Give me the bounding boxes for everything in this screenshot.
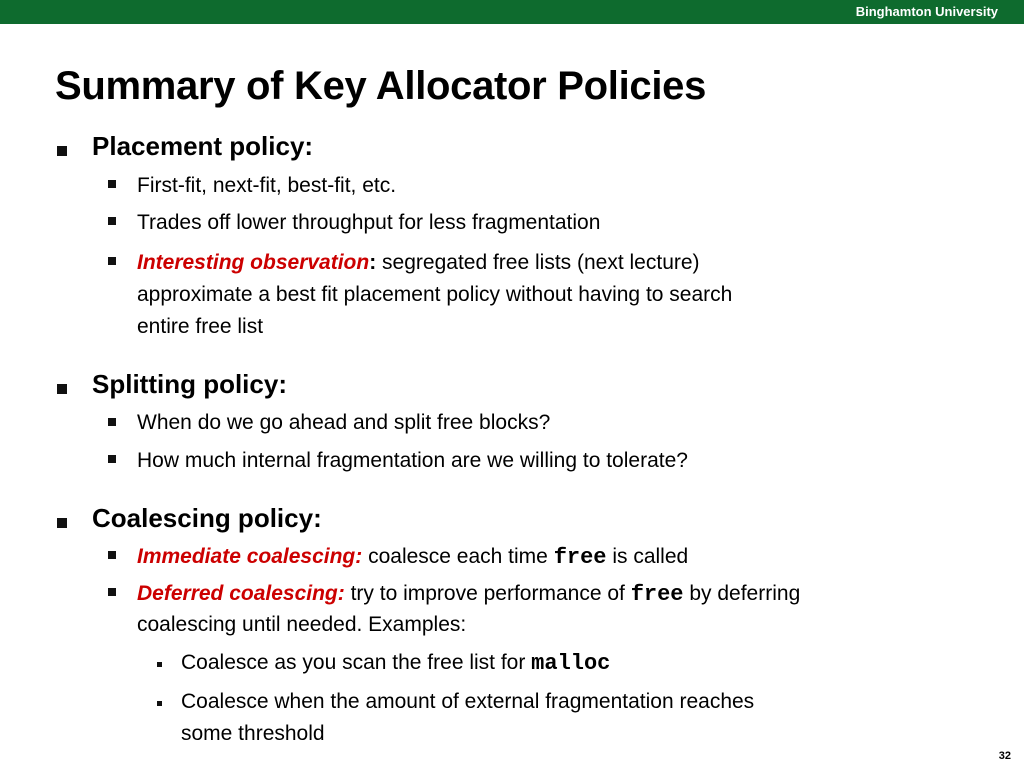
example-scan-text: Coalesce as you scan the free list for xyxy=(181,651,532,674)
splitting-item-when: When do we go ahead and split free blocks? xyxy=(137,411,551,434)
deferred-text: try to improve performance of xyxy=(344,582,631,605)
immediate-label: Immediate coalescing: xyxy=(137,545,363,568)
item-bullet-icon xyxy=(108,257,116,265)
observation-colon: : xyxy=(369,251,377,274)
deferred-code: free xyxy=(630,582,684,607)
deferred-label: Deferred coalescing: xyxy=(137,582,345,605)
deferred-line-2: coalescing until needed. Examples: xyxy=(137,613,467,636)
example-scan xyxy=(181,651,610,676)
item-bullet-icon xyxy=(108,588,116,596)
coalescing-item-immediate xyxy=(137,545,688,570)
immediate-code: free xyxy=(553,545,607,570)
page-number: 32 xyxy=(998,750,1011,762)
section-bullet-icon xyxy=(57,146,67,156)
deferred-tail: by deferring xyxy=(683,582,801,605)
item-bullet-icon xyxy=(108,418,116,426)
immediate-text: coalesce each time xyxy=(362,545,554,568)
splitting-heading: Splitting policy: xyxy=(92,369,287,399)
section-bullet-icon xyxy=(57,384,67,394)
coalescing-heading: Coalescing policy: xyxy=(92,503,322,533)
observation-text: segregated free lists (next lecture) xyxy=(376,251,700,274)
subitem-bullet-icon xyxy=(157,701,162,706)
placement-item-tradeoff: Trades off lower throughput for less fragmentation xyxy=(137,211,601,234)
item-bullet-icon xyxy=(108,455,116,463)
item-bullet-icon xyxy=(108,551,116,559)
example-threshold-line-1: Coalesce when the amount of external fragmentation reaches xyxy=(181,690,755,713)
item-bullet-icon xyxy=(108,217,116,225)
splitting-item-how-much: How much internal fragmentation are we willing to tolerate? xyxy=(137,449,688,472)
placement-heading: Placement policy: xyxy=(92,131,314,161)
example-threshold-line-2: some threshold xyxy=(181,722,325,745)
example-scan-code: malloc xyxy=(531,651,611,676)
placement-item-observation xyxy=(137,251,700,275)
observation-label: Interesting observation xyxy=(137,251,370,274)
university-name: Binghamton University xyxy=(855,4,998,19)
slide-title: Summary of Key Allocator Policies xyxy=(55,64,707,108)
immediate-tail: is called xyxy=(606,545,689,568)
observation-line-2: approximate a best fit placement policy without having to search xyxy=(137,283,733,306)
section-bullet-icon xyxy=(57,518,67,528)
header-bar xyxy=(0,0,1024,24)
observation-line-3: entire free list xyxy=(137,315,264,338)
subitem-bullet-icon xyxy=(157,662,162,667)
item-bullet-icon xyxy=(108,180,116,188)
placement-item-first-fit: First-fit, next-fit, best-fit, etc. xyxy=(137,174,397,197)
coalescing-item-deferred xyxy=(137,582,800,607)
